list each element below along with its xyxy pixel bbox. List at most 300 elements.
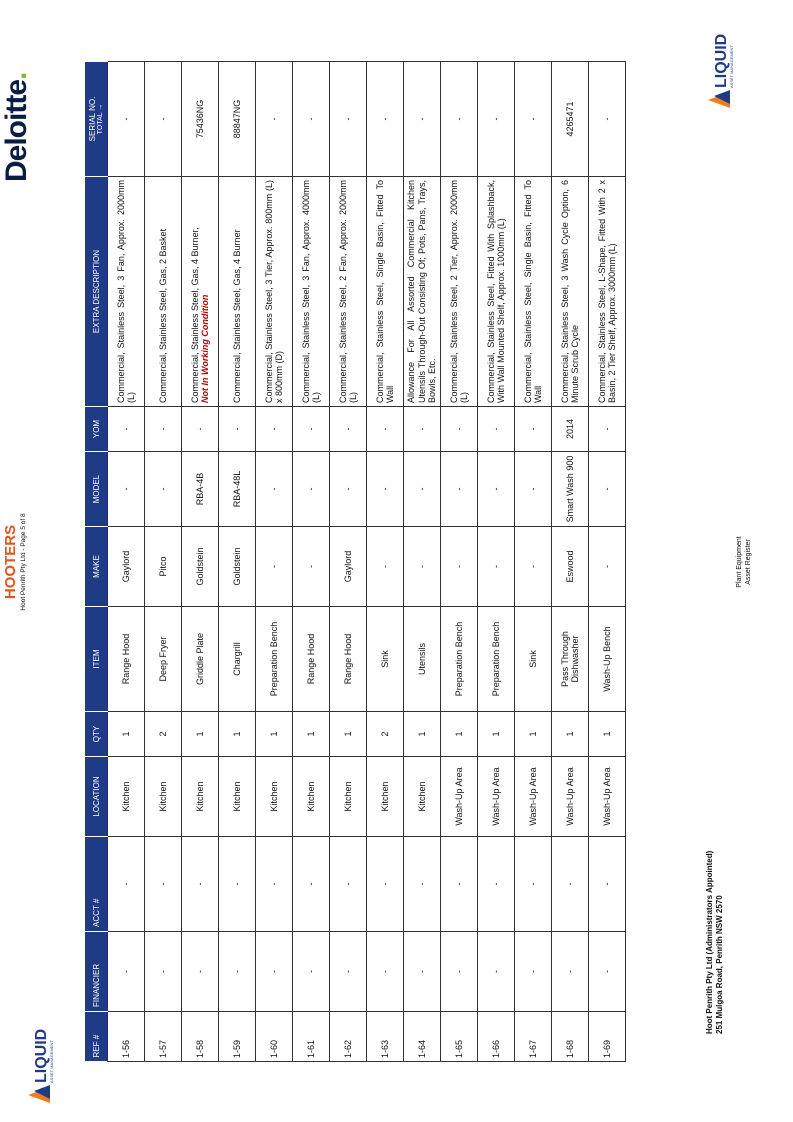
cell-text: Pitco [157, 556, 168, 577]
column-header [85, 407, 108, 452]
cell-text: Range Hood [305, 633, 316, 685]
cell-desc [589, 177, 626, 407]
cell-text: - [157, 487, 168, 491]
cell-desc [404, 177, 441, 407]
cell-text: - [490, 882, 501, 886]
cell-make [182, 527, 219, 607]
cell-text: 1-64 [416, 1039, 427, 1058]
cell-text: - [194, 882, 205, 886]
cell-text: - [527, 970, 538, 973]
cell-text: - [453, 427, 464, 431]
cell-text: - [564, 882, 575, 886]
cell-acct [441, 837, 478, 932]
cell-acct [256, 837, 293, 932]
cell-yom [219, 407, 256, 452]
cell-text: - [453, 970, 464, 973]
cell-yom [367, 407, 404, 452]
cell-loc [367, 757, 404, 837]
cell-acct [589, 837, 626, 932]
cell-text: 1 [527, 731, 538, 737]
cell-desc [108, 177, 145, 407]
cell-text: - [231, 427, 242, 431]
cell-text: RBA-4B [194, 472, 205, 506]
cell-text: - [490, 427, 501, 431]
liquid-logo-right [700, 32, 741, 112]
cell-desc [182, 177, 219, 407]
cell-text: Commercial, Stainless Steel, 2 Fan, Approx. 2000mm (L) [337, 180, 358, 403]
cell-serial [293, 62, 330, 177]
table-row [552, 62, 589, 1062]
cell-ref [256, 1012, 293, 1062]
cell-text: Goldstein [194, 547, 205, 586]
cell-loc [108, 757, 145, 837]
title-line2: Asset Register [745, 539, 752, 585]
cell-serial [219, 62, 256, 177]
cell-yom [441, 407, 478, 452]
cell-fin [589, 932, 626, 1012]
cell-text: Kitchen [120, 781, 131, 812]
cell-desc [293, 177, 330, 407]
cell-model [404, 452, 441, 527]
cell-loc [441, 757, 478, 837]
cell-qty [182, 712, 219, 757]
cell-ref [515, 1012, 552, 1062]
cell-fin [145, 932, 182, 1012]
cell-text: Eswood [564, 550, 575, 583]
cell-text: Preparation Bench [453, 621, 464, 697]
cell-ref [478, 1012, 515, 1062]
cell-serial [367, 62, 404, 177]
cell-loc [256, 757, 293, 837]
cell-loc [219, 757, 256, 837]
cell-acct [404, 837, 441, 932]
cell-item [367, 607, 404, 712]
cell-text: - [268, 882, 279, 886]
cell-text: - [601, 427, 612, 431]
cell-item [552, 607, 589, 712]
column-header-label: QTY [91, 725, 101, 743]
cell-model [367, 452, 404, 527]
cell-text: Gaylord [342, 550, 353, 583]
cell-acct [108, 837, 145, 932]
cell-qty [589, 712, 626, 757]
owl-icon [0, 507, 20, 617]
cell-text: - [490, 565, 501, 568]
page-footer: Hoot Penrith Pty Ltd - Page 5 of 8 [20, 513, 27, 611]
cell-yom [108, 407, 145, 452]
cell-fin [367, 932, 404, 1012]
cell-text: 1-66 [490, 1039, 501, 1058]
cell-qty [441, 712, 478, 757]
column-header [85, 837, 108, 932]
cell-make [478, 527, 515, 607]
cell-text: Preparation Bench [268, 621, 279, 697]
cell-model [219, 452, 256, 527]
document-title [735, 457, 753, 667]
cell-model [515, 452, 552, 527]
cell-make [367, 527, 404, 607]
cell-fin [441, 932, 478, 1012]
cell-ref [367, 1012, 404, 1062]
cell-text: 1 [120, 731, 131, 737]
cell-item [145, 607, 182, 712]
cell-fin [552, 932, 589, 1012]
hooters-logo [0, 507, 30, 617]
cell-text: - [453, 882, 464, 886]
cell-fin [182, 932, 219, 1012]
cell-text: 1 [194, 731, 205, 737]
table-row [589, 62, 626, 1062]
cell-desc [552, 177, 589, 407]
cell-text: 1-69 [601, 1039, 612, 1058]
cell-text: - [305, 427, 316, 431]
column-header-label: ACCT # [91, 898, 101, 927]
cell-acct [515, 837, 552, 932]
cell-fin [330, 932, 367, 1012]
cell-text: - [157, 117, 168, 121]
cell-acct [219, 837, 256, 932]
cell-model [589, 452, 626, 527]
liquid-logo-icon-2 [20, 1027, 56, 1107]
cell-text: - [120, 487, 131, 491]
cell-fin [219, 932, 256, 1012]
cell-text: 2 [379, 731, 390, 737]
cell-acct [330, 837, 367, 932]
cell-text: Wash-Up Area [564, 767, 575, 826]
cell-text: - [268, 117, 279, 121]
cell-serial [589, 62, 626, 177]
cell-ref [145, 1012, 182, 1062]
cell-make [404, 527, 441, 607]
cell-text: 2014 [564, 418, 575, 440]
cell-text: Commercial, Stainless Steel, 3 Wash Cycle Option, 6 Minute Scrub Cycle [559, 180, 580, 403]
cell-serial [108, 62, 145, 177]
cell-text: Commercial, Stainless Steel, Gas, 4 Burner [231, 229, 242, 403]
cell-serial [330, 62, 367, 177]
column-header-label: MODEL [91, 474, 101, 504]
column-header-label: EXTRA DESCRIPTION [91, 249, 101, 334]
cell-text: Utensils [416, 643, 427, 676]
cell-model [108, 452, 145, 527]
cell-text: Kitchen [305, 781, 316, 812]
cell-text: - [342, 427, 353, 431]
cell-text: 1-58 [194, 1039, 205, 1058]
cell-text: - [527, 487, 538, 491]
column-header-label: FINANCIER [91, 963, 101, 1007]
cell-ref [219, 1012, 256, 1062]
asset-register-table [85, 61, 626, 1062]
cell-text: - [601, 970, 612, 973]
cell-qty [330, 712, 367, 757]
cell-qty [404, 712, 441, 757]
cell-text: - [564, 970, 575, 973]
cell-text: 88847NG [231, 99, 242, 139]
cell-loc [330, 757, 367, 837]
cell-model [145, 452, 182, 527]
cell-make [515, 527, 552, 607]
cell-text: - [527, 882, 538, 886]
cell-item [108, 607, 145, 712]
cell-text: 1-57 [157, 1039, 168, 1058]
liquid-logo-icon [700, 32, 736, 112]
cell-ref [589, 1012, 626, 1062]
cell-text: Kitchen [231, 781, 242, 812]
cell-yom [293, 407, 330, 452]
cell-text: - [157, 427, 168, 431]
cell-serial [478, 62, 515, 177]
table-row [330, 62, 367, 1062]
cell-yom [256, 407, 293, 452]
cell-fin [293, 932, 330, 1012]
cell-qty [552, 712, 589, 757]
cell-yom [589, 407, 626, 452]
cell-text: - [342, 970, 353, 973]
cell-text: 1 [601, 731, 612, 737]
column-header [85, 757, 108, 837]
cell-text: - [342, 882, 353, 886]
cell-ref [293, 1012, 330, 1062]
cell-text: Goldstein [231, 547, 242, 586]
cell-acct [552, 837, 589, 932]
cell-serial [182, 62, 219, 177]
cell-text: - [305, 487, 316, 491]
deloitte-dot: . [0, 72, 33, 80]
column-header [85, 452, 108, 527]
cell-serial [515, 62, 552, 177]
cell-ref [552, 1012, 589, 1062]
cell-text: Kitchen [157, 781, 168, 812]
cell-text: - [416, 427, 427, 431]
cell-text: - [379, 117, 390, 121]
cell-serial [552, 62, 589, 177]
table-row [256, 62, 293, 1062]
cell-text: Wash-Up Area [490, 767, 501, 826]
cell-serial [404, 62, 441, 177]
cell-text: - [416, 117, 427, 121]
column-header-label: ITEM [91, 649, 101, 669]
column-header [85, 607, 108, 712]
cell-text: - [194, 970, 205, 973]
cell-yom [478, 407, 515, 452]
liquid-text: LIQUID [713, 33, 730, 88]
table-row [441, 62, 478, 1062]
cell-fin [256, 932, 293, 1012]
cell-text: - [416, 487, 427, 491]
cell-text: - [231, 970, 242, 973]
cell-make [330, 527, 367, 607]
cell-text: 4265471 [564, 101, 575, 137]
liquid-logo-left [20, 1027, 61, 1107]
cell-serial [256, 62, 293, 177]
cell-make [589, 527, 626, 607]
table-row [367, 62, 404, 1062]
cell-yom [330, 407, 367, 452]
cell-ref [182, 1012, 219, 1062]
cell-text: - [416, 565, 427, 568]
cell-acct [478, 837, 515, 932]
cell-text: - [527, 117, 538, 121]
cell-yom [552, 407, 589, 452]
cell-text: 1-67 [527, 1039, 538, 1058]
cell-text: - [379, 882, 390, 886]
cell-qty [367, 712, 404, 757]
column-header [85, 62, 108, 177]
cell-text: Commercial, Stainless Steel, 3 Tier, Approx. 800mm (L) x 800mm (D) [263, 180, 284, 403]
cell-text: - [453, 117, 464, 121]
cell-text: Commercial, Stainless Steel, Single Basin, Fitted To Wall [374, 180, 395, 403]
table-body [108, 62, 626, 1062]
cell-item [478, 607, 515, 712]
cell-text: 1-59 [231, 1039, 242, 1058]
cell-text: Commercial, Stainless Steel, 3 Fan, Approx. 4000mm (L) [300, 180, 321, 403]
cell-text: - [601, 882, 612, 886]
cell-text: Range Hood [342, 633, 353, 685]
cell-fin [515, 932, 552, 1012]
deloitte-logo [0, 73, 34, 182]
cell-yom [182, 407, 219, 452]
cell-loc [293, 757, 330, 837]
cell-ref [441, 1012, 478, 1062]
cell-text: Commercial, Stainless Steel, 2 Tier, Approx. 2000mm (L) [448, 180, 469, 403]
cell-text: - [120, 882, 131, 886]
cell-text: - [305, 882, 316, 886]
cell-item [515, 607, 552, 712]
liquid-text-2: LIQUID [33, 1028, 50, 1083]
cell-qty [515, 712, 552, 757]
cell-model [293, 452, 330, 527]
cell-text: Wash-Up Area [527, 767, 538, 826]
cell-text: - [268, 487, 279, 491]
cell-ref [108, 1012, 145, 1062]
cell-text: - [157, 882, 168, 886]
cell-text: 1 [453, 731, 464, 737]
hooters-text: HOOTERS [2, 524, 19, 600]
cell-make [441, 527, 478, 607]
cell-text: - [416, 882, 427, 886]
cell-fin [478, 932, 515, 1012]
cell-text: Commercial, Stainless Steel, Fitted With Splashback, With Wall Mounted Shelf, Approx. 1000mm (L) [485, 180, 506, 403]
table-row [478, 62, 515, 1062]
cell-text: Allowance For All Assorted Commercial Kitchen Utensils Through-Out Consisting Of; Pots, Pans, Trays, Bowls, Etc. [406, 180, 438, 403]
cell-desc [515, 177, 552, 407]
cell-ref [330, 1012, 367, 1062]
cell-text: 2 [157, 731, 168, 737]
cell-loc [145, 757, 182, 837]
cell-yom [515, 407, 552, 452]
total-label: TOTAL → [97, 103, 104, 135]
cell-text: - [305, 970, 316, 973]
cell-text: - [379, 487, 390, 491]
cell-desc [367, 177, 404, 407]
cell-text: - [527, 427, 538, 431]
table-row [108, 62, 145, 1062]
cell-ref [404, 1012, 441, 1062]
cell-text: 1 [564, 731, 575, 737]
cell-qty [293, 712, 330, 757]
cell-text: Kitchen [342, 781, 353, 812]
cell-make [256, 527, 293, 607]
cell-make [219, 527, 256, 607]
cell-desc [330, 177, 367, 407]
cell-text: - [194, 427, 205, 431]
cell-text: - [601, 117, 612, 121]
table-row [515, 62, 552, 1062]
cell-yom [145, 407, 182, 452]
cell-desc [256, 177, 293, 407]
table-row [219, 62, 256, 1062]
cell-item [404, 607, 441, 712]
cell-text: 1-63 [379, 1039, 390, 1058]
cell-fin [404, 932, 441, 1012]
cell-make [145, 527, 182, 607]
cell-text: Kitchen [416, 781, 427, 812]
cell-text: - [379, 565, 390, 568]
cell-text: 1-62 [342, 1039, 353, 1058]
column-header-label: LOCATION [91, 776, 101, 817]
cell-text: 75436NG [194, 99, 205, 139]
cell-desc [478, 177, 515, 407]
cell-model [441, 452, 478, 527]
cell-text: - [305, 565, 316, 568]
cell-text: Wash-Up Area [453, 767, 464, 826]
cell-text: - [601, 487, 612, 491]
cell-text: 1-68 [564, 1039, 575, 1058]
cell-text: Preparation Bench [490, 621, 501, 697]
cell-qty [478, 712, 515, 757]
cell-desc [441, 177, 478, 407]
cell-text: - [453, 565, 464, 568]
cell-make [293, 527, 330, 607]
company-header [705, 851, 725, 1034]
cell-text: Kitchen [194, 781, 205, 812]
cell-make [108, 527, 145, 607]
cell-text: - [527, 565, 538, 568]
cell-text: 1 [305, 731, 316, 737]
cell-text: Wash-Up Bench [601, 626, 612, 692]
cell-text: - [157, 970, 168, 973]
table-row [182, 62, 219, 1062]
cell-yom [404, 407, 441, 452]
cell-loc [552, 757, 589, 837]
cell-text: - [453, 487, 464, 491]
cell-text: - [342, 117, 353, 121]
cell-model [478, 452, 515, 527]
cell-acct [182, 837, 219, 932]
cell-loc [589, 757, 626, 837]
cell-text: Sink [527, 650, 538, 668]
company-name: Hoot Penrith Pty Ltd (Administrators Appointed) [705, 850, 714, 1034]
cell-text: Commercial, Stainless Steel, 3 Fan, Approx. 2000mm (L) [115, 180, 136, 403]
column-header-label: SERIAL NO. [88, 96, 97, 142]
cell-item [330, 607, 367, 712]
cell-text: - [231, 882, 242, 886]
cell-text: Kitchen [268, 781, 279, 812]
cell-model [330, 452, 367, 527]
table-row [145, 62, 182, 1062]
cell-item [182, 607, 219, 712]
cell-desc [219, 177, 256, 407]
column-header [85, 177, 108, 407]
table-row [404, 62, 441, 1062]
cell-text: - [268, 427, 279, 431]
column-header-label: REF # [91, 1034, 101, 1058]
cell-item [293, 607, 330, 712]
cell-text: Sink [379, 650, 390, 668]
cell-model [256, 452, 293, 527]
cell-text: RBA-48L [231, 470, 242, 508]
cell-text: - [490, 117, 501, 121]
cell-text: - [416, 970, 427, 973]
